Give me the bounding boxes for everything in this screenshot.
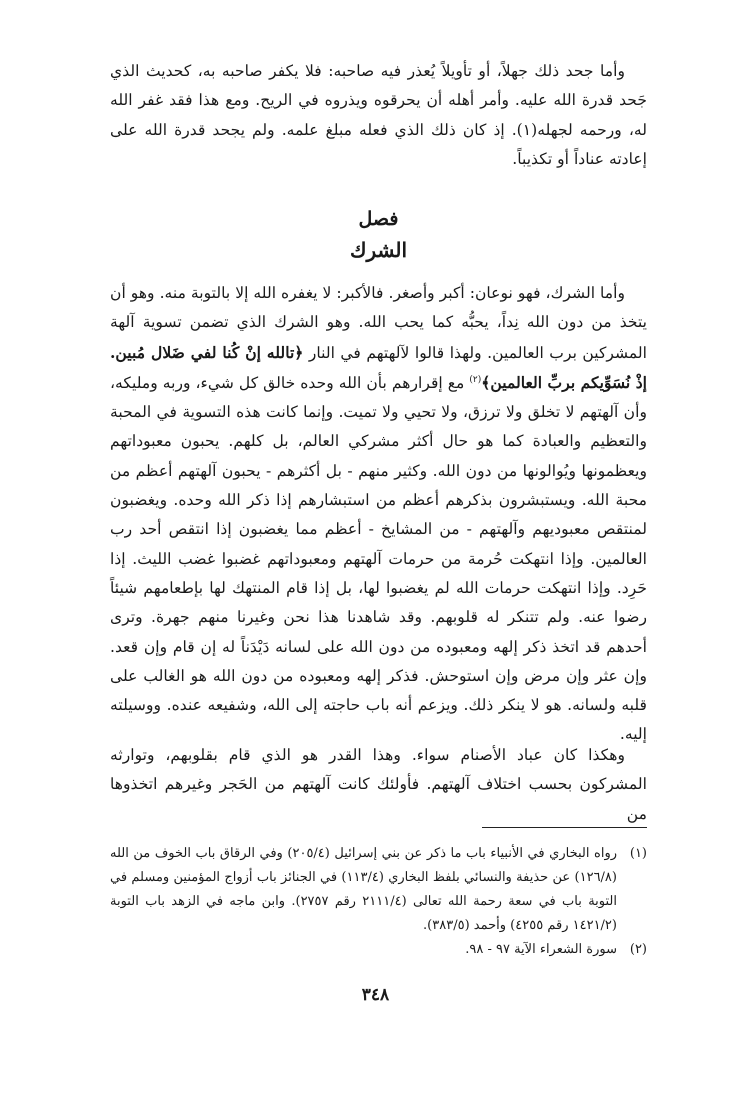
footnote-marker: (٢)	[629, 942, 647, 957]
shirk-text-after-verse: مع إقرارهم بأن الله وحده خالق كل شيء، وربه ومليكه، وأن آلهتهم لا تخلق ولا ترزق، ولا تحيي ولا تميت. وإنما كانت هذه التسوية في المحبة والتعظيم والعبادة كما هو حال أكثر مشركي العالم، بل كلهم. يحبون معبوداتهم ويعظمونها ويُوالونها من دون الله. وكثير منهم - بل أكثرهم - يحبون آلهتهم أعظم من محبة الله. ويستبشرون بذكرهم أعظم من استبشارهم إذا ذكر الله وحده. ويغضبون لمنتقص معبوديهم وآلهتهم - من المشايخ - أعظم مما يغضبون إذا انتقص أحد رب العالمين. وإذا انتهكت حُرمة من حرمات آلهتهم ومعبوداتهم غضبوا غضب الليث. إذا حَرِد. وإذا انتهكت حرمات الله لم يغضبوا لها، بل إذا قام المنتهك لها بإطعامهم شيئاً رضوا عنه. ولم تتنكر له قلوبهم. وقد شاهدنا هذا نحن وغيرنا منهم جهرة. وترى أحدهم قد اتخذ ذكر إلهه ومعبوده من دون الله على لسانه دَيْدَناً له إن قام وإن قعد. وإن عثر وإن مرض وإن استوحش. فذكر إلهه ومعبوده من دون الله هو الغالب على قلبه ولسانه. هو لا ينكر ذلك. ويزعم أنه باب حاجته إلى الله، وشفيعه عنده. ووسيلته إليه.	[110, 373, 647, 744]
page-number: ٣٤٨	[361, 985, 390, 1005]
shirk-text-before-verse: وأما الشرك، فهو نوعان: أكبر وأصغر. فالأكبر: لا يغفره الله إلا بالتوبة منه. وهو أن يتخذ من دون الله نِداً، يحبُّه كما يحب الله. وهو الشرك الذي تضمن تسوية آلهة المشركين برب العالمين. ولهذا قالوا لآلهتهم في النار	[110, 284, 647, 362]
footnotes	[110, 842, 647, 962]
footnote-text: رواه البخاري في الأنبياء باب ما ذكر عن بني إسرائيل (٢٠٥/٤) وفي الرقاق باب الخوف من الله (١٢٦/٨) عن حذيفة والنسائي بلفظ البخاري (١١٣/٤) في الجنائز باب أزواج المؤمنين ومسلم في التوبة باب في سعة رحمة الله تعالى (٢١١١/٤ رقم ٢٧٥٧). وابن ماجه في الزهد باب التوبة (١٤٢١/٢ رقم ٤٢٥٥) وأحمد (٣٨٣/٥).	[110, 846, 617, 933]
section-heading: فصل	[358, 208, 399, 230]
paragraph-shirk-text	[110, 279, 647, 750]
footnote-marker: (١)	[629, 846, 647, 861]
section-title: الشرك	[349, 238, 407, 262]
paragraph-intro	[110, 57, 647, 174]
paragraph-idols	[110, 741, 647, 829]
footnote-reference-2: (٢)	[469, 374, 482, 385]
quran-verse: ﴿تالله إنْ كُنا لفي ضَلال مُبين. إذْ نُسَوِّيكم بربِّ العالمين﴾	[110, 342, 647, 392]
paragraph-shirk	[110, 279, 647, 750]
footnote-1	[110, 842, 647, 938]
paragraph-intro-text: وأما جحد ذلك جهلاً، أو تأويلاً يُعذر فيه صاحبه: فلا يكفر صاحبه به، كحديث الذي جَحد قدرة الله عليه. وأمر أهله أن يحرقوه ويذروه في الريح. ومع هذا فقد غفر الله له، ورحمه لجهله(١). إذ كان ذلك الذي فعله مبلغ علمه. ولم يجحد قدرة الله على إعادته عناداً أو تكذيباً.	[110, 62, 647, 168]
footnote-divider	[482, 827, 647, 828]
footnote-text: سورة الشعراء الآية ٩٧ - ٩٨.	[465, 942, 617, 957]
paragraph-idols-text: وهكذا كان عباد الأصنام سواء. وهذا القدر هو الذي قام بقلوبهم، وتوارثه المشركون بحسب اختلاف آلهتهم. فأولئك كانت آلهتهم من الحَجر وغيرهم اتخذوها من	[110, 746, 647, 823]
footnote-2	[110, 938, 647, 962]
